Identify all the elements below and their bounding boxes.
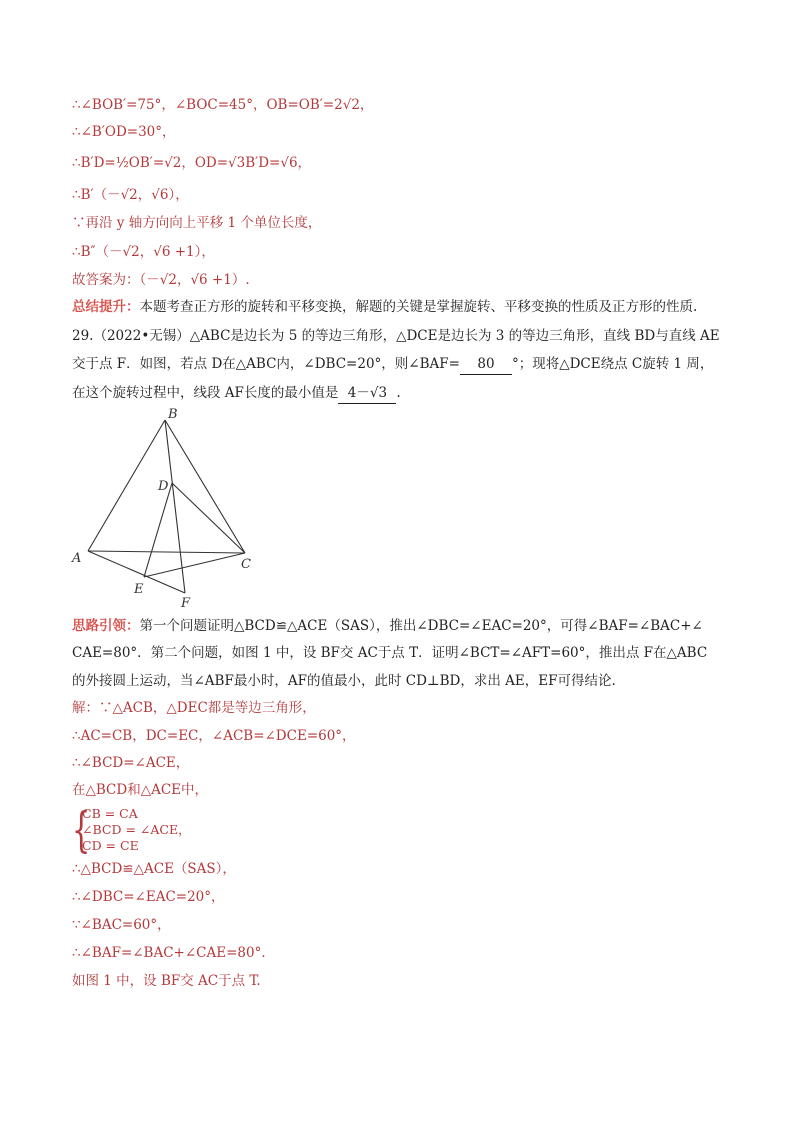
- system-row: CD = CE: [82, 838, 139, 853]
- label-E: E: [134, 582, 144, 597]
- segment-AC: [88, 551, 245, 553]
- problem-line-2: [72, 354, 713, 375]
- solution-line: ∴∠BAF=∠BAC+∠CAE=80°．: [72, 945, 275, 961]
- solution-line: ∴∠B′OD=30°，: [72, 124, 176, 140]
- hint-line-2: CAE=80°．第二个问题，如图 1 中，设 BF交 AC于点 T．证明∠BCT=∠AFT=60°，推出点 F在△ABC: [72, 645, 708, 661]
- problem-text: .: [396, 385, 401, 401]
- solution-line: ∴B′（－√2，√6），: [72, 187, 189, 203]
- solution-line: 解：∵△ACB，△DEC都是等边三角形，: [72, 700, 316, 716]
- solution-line: ∴△BCD≌△ACE（SAS），: [72, 861, 236, 877]
- solution-line: 故答案为：（－√2，√6 +1）.: [72, 272, 250, 288]
- solution-line: ∴B″（－√2，√6 +1），: [72, 244, 215, 260]
- label-F: F: [181, 596, 191, 611]
- solution-line: ∴∠DBC=∠EAC=20°，: [72, 889, 225, 905]
- line-BF: [165, 420, 185, 593]
- summary-tag: 总结提升：: [72, 299, 140, 315]
- solution-line: 如图 1 中，设 BF交 AC于点 T.: [72, 973, 261, 989]
- answer-blank-1: 80: [460, 354, 512, 375]
- answer-blank-2: 4－√3: [338, 383, 396, 404]
- brace-symbol: {: [72, 802, 91, 858]
- segment-DC: [172, 483, 245, 553]
- segment-BC: [165, 420, 245, 553]
- hint-tag: 思路引领：: [72, 618, 140, 634]
- solution-line: ∵再沿 y 轴方向向上平移 1 个单位长度，: [72, 215, 322, 231]
- hint-line-3: 的外接圆上运动，当∠ABF最小时，AF的值最小，此时 CD⊥BD，求出 AE，EF可得结论.: [72, 673, 616, 689]
- problem-text: °；现将△DCE绕点 C旋转 1 周，: [511, 356, 714, 372]
- system-row: CB = CA: [82, 806, 138, 821]
- segment-EC: [144, 553, 245, 577]
- solution-line: ∴B′D=½OB′=√2，OD=√3B′D=√6，: [72, 155, 312, 171]
- problem-line-1: 29.（2022•无锡）△ABC是边长为 5 的等边三角形，△DCE是边长为 3 的等边三角形，直线 BD与直线 AE: [72, 328, 720, 344]
- problem-text: 在这个旋转过程中，线段 AF长度的最小值是: [72, 385, 339, 401]
- summary-paragraph: [72, 297, 697, 317]
- system-row: ∠BCD = ∠ACE，: [82, 822, 191, 837]
- label-A: A: [72, 551, 82, 566]
- problem-line-3: [72, 383, 401, 404]
- triangle-figure: [60, 405, 280, 615]
- solution-line: 在△BCD和△ACE中，: [72, 782, 209, 798]
- solution-line: ∵∠BAC=60°，: [72, 917, 171, 933]
- label-C: C: [241, 557, 251, 572]
- label-B: B: [168, 407, 178, 422]
- segment-DE: [144, 483, 172, 577]
- label-D: D: [158, 479, 169, 494]
- summary-text: 本题考查正方形的旋转和平移变换，解题的关键是掌握旋转、平移变换的性质及正方形的性质.: [139, 299, 698, 315]
- solution-line: ∴∠BOB′=75°，∠BOC=45°，OB=OB′=2√2，: [72, 97, 374, 113]
- segment-AB: [88, 420, 165, 551]
- hint-paragraph: [72, 616, 703, 636]
- solution-line: ∴∠BCD=∠ACE，: [72, 755, 190, 771]
- solution-line: ∴AC=CB，DC=EC，∠ACB=∠DCE=60°，: [72, 728, 356, 744]
- hint-text: 第一个问题证明△BCD≌△ACE（SAS），推出∠DBC=∠EAC=20°，可得∠BAF=∠BAC+∠: [139, 618, 703, 634]
- problem-text: 交于点 F．如图，若点 D在△ABC内，∠DBC=20°，则∠BAF=: [72, 356, 460, 372]
